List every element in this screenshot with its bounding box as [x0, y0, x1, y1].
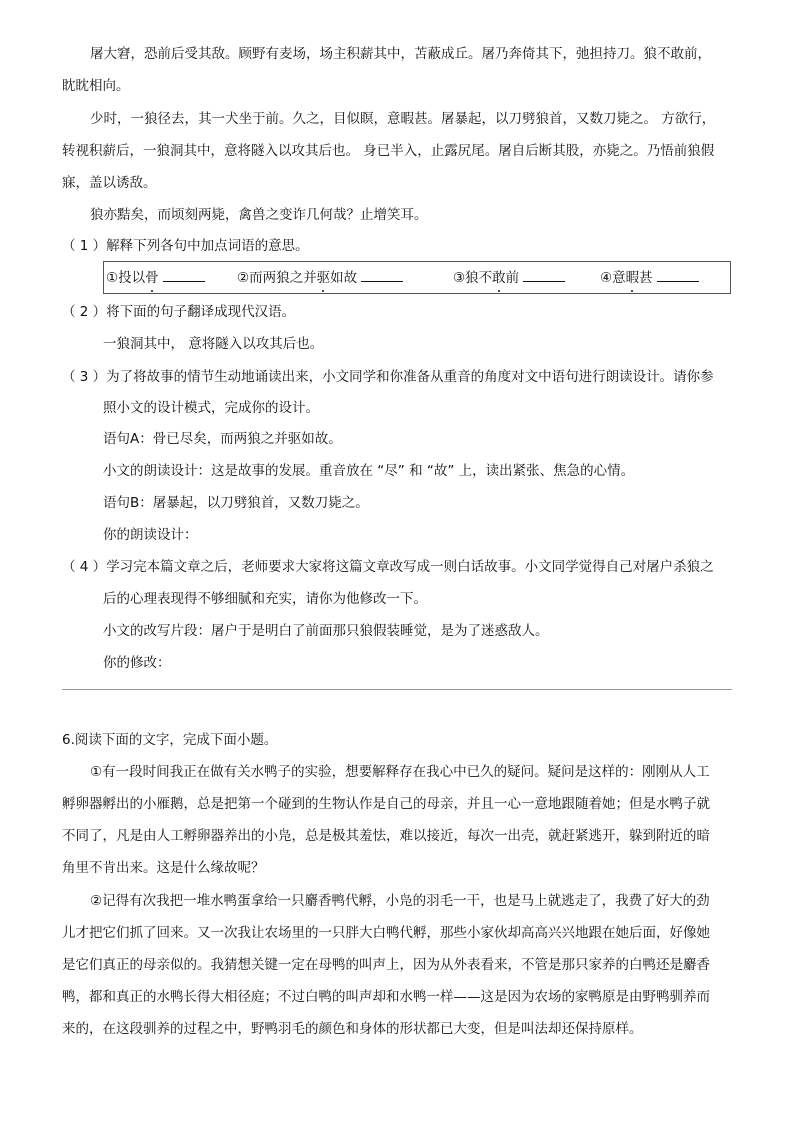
- dotted-word: 骨: [145, 270, 159, 286]
- text-line: 来的，在这段驯养的过程之中，野鸭羽毛的颜色和身体的形状都已大变，但是叫法却还保持原样。: [62, 1021, 643, 1037]
- q1-item-text: ④意: [600, 270, 626, 286]
- xiaowen-reading-design: 小文的朗读设计：这是故事的发展。重音放在 “尽” 和 “故” 上，读出紧张、焦急的心情。: [103, 463, 635, 479]
- xiaowen-rewrite-excerpt: 小文的改写片段：屠户于是明白了前面那只狼假装睡觉，是为了迷惑敌人。: [103, 623, 549, 639]
- text-line: 是它们真正的母亲似的。我猜想关键一定在母鸭的叫声上，因为从外表看来，不管是那只家养的白鸭还是麝香: [62, 957, 710, 973]
- section-divider: [62, 689, 732, 690]
- passage-paragraph-3: 狼亦黠矣，而顷刻两毙，禽兽之变诈几何哉？止增笑耳。: [90, 207, 428, 223]
- q1-item-4: [600, 268, 699, 288]
- text-line: 鸭，都和真正的水鸭长得大相径庭；不过白鸭的叫声却和水鸭一样——这是因为农场的家鸭原是由野鸭驯养而: [62, 989, 710, 1005]
- answer-blank[interactable]: [657, 268, 699, 282]
- answer-blank[interactable]: [361, 268, 403, 282]
- text-line: 转视积薪后，一狼洞其中，意将隧入以攻其后也。 身已半入，止露尻尾。屠自后断其股，亦毙之。乃悟前狼假: [62, 143, 715, 159]
- q1-item-text: 甚: [639, 270, 653, 286]
- sentence-b: 语句B：屠暴起，以刀劈狼首，又数刀毙之。: [103, 495, 369, 511]
- question-3-prompt: （ 3 ）为了将故事的情节生动地诵读出来，小文同学和你准备从重音的角度对文中语句进行朗读设计。请你参: [62, 369, 714, 385]
- question-1-items-box: [103, 261, 731, 294]
- text-line: 少时，一狼径去，其一犬坐于前。久之，目似瞑，意暇甚。屠暴起，以刀劈狼首，又数刀毙之。 方欲行，: [90, 111, 716, 127]
- text-line: ①有一段时间我正在做有关水鸭子的实验，想要解释存在我心中已久的疑问。疑问是这样的：刚刚从人工: [90, 764, 710, 780]
- dotted-word: 暇: [625, 270, 640, 286]
- your-reading-design-label: 你的朗读设计：: [103, 527, 198, 543]
- dotted-word: 驱: [316, 270, 331, 286]
- question-1-prompt: （ 1 ）解释下列各句中加点词语的意思。: [62, 238, 309, 254]
- q1-item-text: ③狼不: [453, 270, 493, 286]
- question-2-prompt: （ 2 ）将下面的句子翻译成现代汉语。: [62, 304, 296, 320]
- answer-blank[interactable]: [163, 268, 205, 282]
- text-line: 屠大窘，恐前后受其敌。顾野有麦场，场主积薪其中，苫蔽成丘。屠乃奔倚其下，弛担持刀。狼不敢前，: [90, 46, 711, 62]
- q1-item-2: [237, 268, 403, 288]
- q1-item-1: [106, 268, 205, 288]
- q1-item-text: ①投以: [106, 270, 146, 286]
- q1-item-text: ②而两狼之并: [237, 270, 317, 286]
- answer-blank[interactable]: [523, 268, 565, 282]
- question-4-prompt: 后的心理表现得不够细腻和充实，请你为他修改一下。: [103, 591, 427, 607]
- text-line: 寐，盖以诱敌。: [62, 175, 157, 191]
- q1-item-3: [453, 268, 565, 288]
- sentence-a: 语句A：骨已尽矣，而两狼之并驱如故。: [103, 431, 342, 447]
- text-line: 孵卵器孵出的小雁鹅，总是把第一个碰到的生物认作是自己的母亲，并且一心一意地跟随着她；但是水鸭子就: [62, 796, 710, 812]
- text-line: 儿才把它们抓了回来。又一次我让农场里的一只胖大白鸭代孵，那些小家伙却高高兴兴地跟在她后面，好像她: [62, 925, 710, 941]
- text-line: 眈眈相向。: [62, 78, 130, 94]
- q1-item-text: 如故: [330, 270, 358, 286]
- text-line: 角里不肯出来。这是什么缘故呢？: [62, 860, 265, 876]
- your-revision-label: 你的修改：: [103, 655, 171, 671]
- section-6-title: 6.阅读下面的文字，完成下面小题。: [62, 732, 278, 748]
- question-2-sentence: 一狼洞其中， 意将隧入以攻其后也。: [103, 336, 324, 352]
- dotted-word: 敢: [492, 270, 506, 286]
- question-4-prompt: （ 4 ）学习完本篇文章之后，老师要求大家将这篇文章改写成一则白话故事。小文同学觉得自己对屠户杀狼之: [62, 559, 714, 575]
- text-line: ②记得有次我把一堆水鸭蛋拿给一只麝香鸭代孵，小凫的羽毛一干，也是马上就逃走了，我费了好大的劲: [90, 893, 710, 909]
- text-line: 不同了，凡是由人工孵卵器养出的小凫，总是极其羞怯，难以接近，每次一出壳，就赶紧逃开，躲到附近的暗: [62, 828, 710, 844]
- question-3-prompt: 照小文的设计模式，完成你的设计。: [103, 400, 319, 416]
- q1-item-text: 前: [505, 270, 520, 286]
